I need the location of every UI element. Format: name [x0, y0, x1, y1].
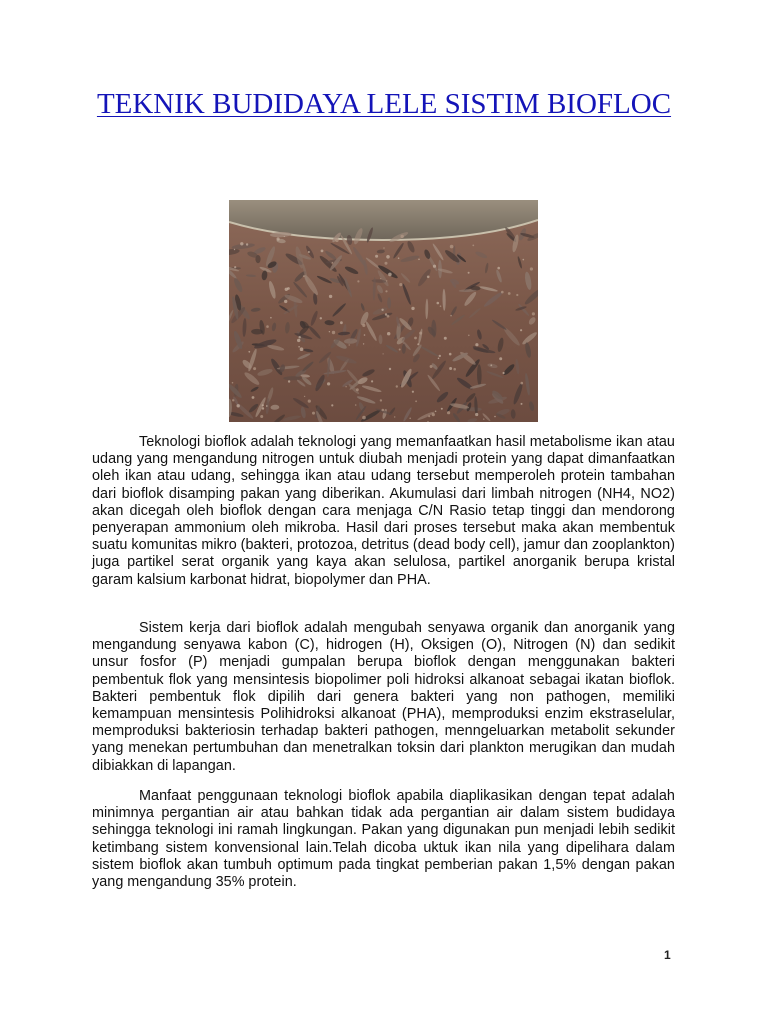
paragraph-bioflok-mechanism: Sistem kerja dari bioflok adalah mengubah senyawa organik dan anorganik yang mengandung senyawa kabon (C), hidrogen (H), Oksigen (O), Nitrogen (N) dan sedikit unsur fosfor (P) menjadi gumpalan berupa bioflok dengan menggunakan bakteri pembentuk flok yang mensintesis biopolimer poli hidroksi alkanoat sebagai ikatan bioflok. Bakteri pembentuk flok dipilih dari genera bakteri yang non pathogen, memiliki kemampuan mensintesis Polihidroksi alkanoat (PHA), memproduksi enzim ekstraselular, memproduksi bakteriosin terhadap bakteri pathogen, menngeluarkan metabolit sekunder yang menekan pertumbuhan dan menetralkan toksin dari plankton merugikan dan mudah dibiakkan di lapangan. [92, 620, 675, 774]
page-number: 1 [664, 948, 671, 962]
paragraph-bioflok-definition: Teknologi bioflok adalah teknologi yang memanfaatkan hasil metabolisme ikan atau udang yang mengandung nitrogen untuk diubah menjadi protein yang dapat dimanfaatkan oleh ikan atau udang, sehingga ikan atau udang tersebut memperoleh protein tambahan dari bioflok disamping pakan yang diberikan. Akumulasi dari limbah nitrogen (NH4, NO2) akan dicegah oleh bioflok dengan cara menjaga C/N Rasio tetap tinggi dan mendorong penyerapan ammonium oleh mikroba. Hasil dari proses tersebut maka akan membentuk suatu komunitas mikro (bakteri, protozoa, detritus (dead body cell), jamur dan zooplankton) juga partikel serat organik yang kaya akan selulosa, partikel anorganik berupa kristal garam kalsium karbonat hidrat, biopolymer dan PHA. [92, 434, 675, 588]
paragraph-bioflok-benefits: Manfaat penggunaan teknologi bioflok apabila diaplikasikan dengan tepat adalah minimnya pergantian air atau bahkan tidak ada pergantian air dalam sistem budidaya sehingga teknologi ini ramah lingkungan. Pakan yang digunakan pun menjadi lebih sedikit ketimbang sistem konvensional lain.Telah dicoba uktuk ikan nila yang dipelihara dalam sistem bioflok akan tumbuh optimum pada tingkat pemberian pakan 1,5% dengan pakan yang mengandung 35% protein. [92, 788, 675, 891]
catfish-pond-photo [229, 200, 538, 422]
document-title: TEKNIK BUDIDAYA LELE SISTIM BIOFLOC [96, 88, 672, 120]
